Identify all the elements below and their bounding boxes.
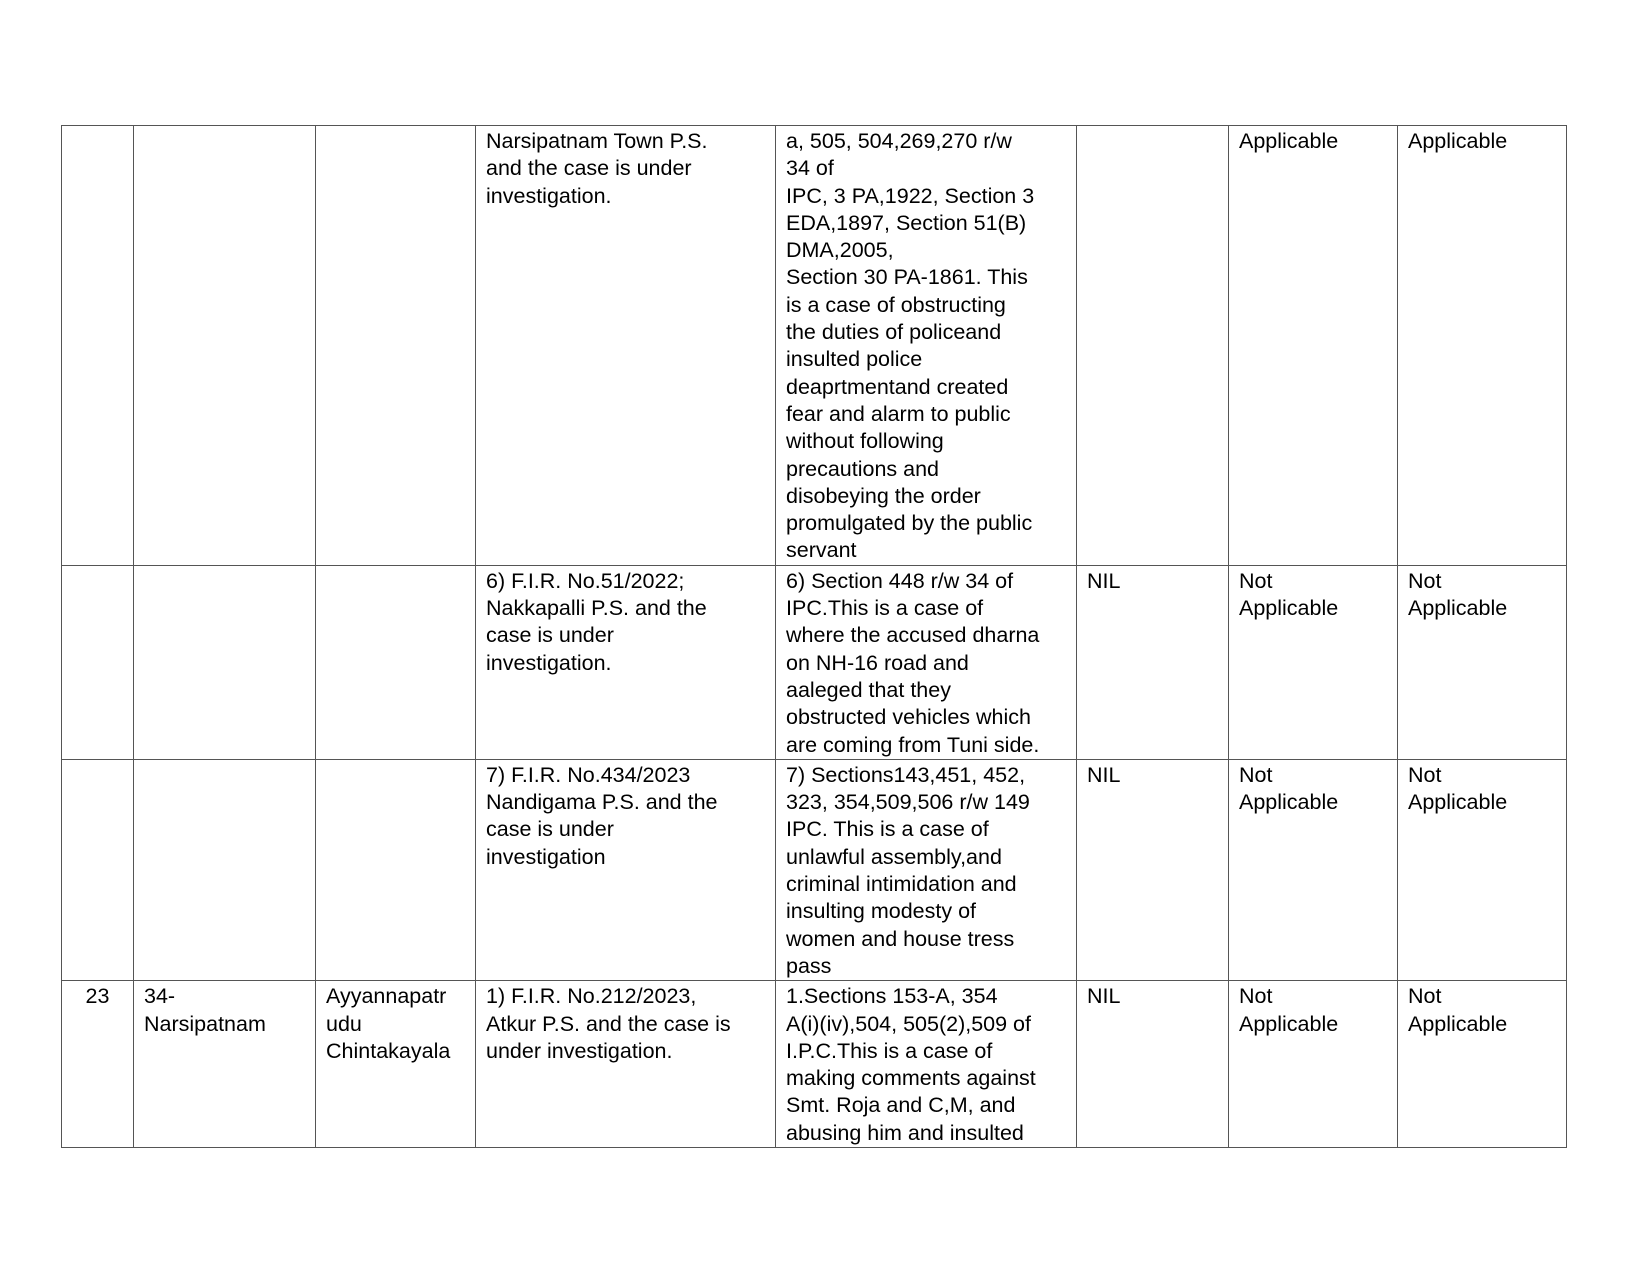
fir-cell: 7) F.I.R. No.434/2023 Nandigama P.S. and the case is under investigation (476, 759, 776, 980)
constituency-cell: 34- Narsipatnam (134, 981, 316, 1148)
candidate-name-cell (316, 126, 476, 566)
constituency-cell (134, 759, 316, 980)
table-row (62, 126, 1567, 566)
case-table (61, 125, 1567, 1148)
conviction-cell: NIL (1077, 565, 1229, 759)
conviction-cell (1077, 126, 1229, 566)
applicability-cell: Applicable (1229, 126, 1398, 566)
serial-number-cell: 23 (62, 981, 134, 1148)
serial-number-cell (62, 126, 134, 566)
table-row (62, 981, 1567, 1148)
applicability-cell-2: Not Applicable (1398, 759, 1567, 980)
serial-number-cell (62, 565, 134, 759)
fir-cell: 6) F.I.R. No.51/2022; Nakkapalli P.S. and the case is under investigation. (476, 565, 776, 759)
applicability-cell: Not Applicable (1229, 565, 1398, 759)
applicability-cell-2: Applicable (1398, 126, 1567, 566)
sections-cell: 7) Sections143,451, 452, 323, 354,509,506 r/w 149 IPC. This is a case of unlawful assembly,and criminal intimidation and insulting modesty of women and house tress pass (776, 759, 1077, 980)
table-row (62, 565, 1567, 759)
sections-cell: 1.Sections 153-A, 354 A(i)(iv),504, 505(2),509 of I.P.C.This is a case of making comments against Smt. Roja and C,M, and abusing him and insulted (776, 981, 1077, 1148)
applicability-cell: Not Applicable (1229, 759, 1398, 980)
table-row (62, 759, 1567, 980)
fir-cell: Narsipatnam Town P.S. and the case is under investigation. (476, 126, 776, 566)
conviction-cell: NIL (1077, 759, 1229, 980)
sections-cell: 6) Section 448 r/w 34 of IPC.This is a case of where the accused dharna on NH-16 road and aaleged that they obstructed vehicles which are coming from Tuni side. (776, 565, 1077, 759)
candidate-name-cell (316, 759, 476, 980)
applicability-cell-2: Not Applicable (1398, 981, 1567, 1148)
conviction-cell: NIL (1077, 981, 1229, 1148)
candidate-name-cell (316, 565, 476, 759)
sections-cell: a, 505, 504,269,270 r/w 34 of IPC, 3 PA,1922, Section 3 EDA,1897, Section 51(B) DMA,2005, Section 30 PA-1861. This is a case of obstructing the duties of policeand insulted police deaprtmentand created fear and alarm to public without following precautions and disobeying the order promulgated by the public servant (776, 126, 1077, 566)
applicability-cell: Not Applicable (1229, 981, 1398, 1148)
applicability-cell-2: Not Applicable (1398, 565, 1567, 759)
candidate-name-cell: Ayyannapatr udu Chintakayala (316, 981, 476, 1148)
fir-cell: 1) F.I.R. No.212/2023, Atkur P.S. and the case is under investigation. (476, 981, 776, 1148)
constituency-cell (134, 565, 316, 759)
serial-number-cell (62, 759, 134, 980)
constituency-cell (134, 126, 316, 566)
